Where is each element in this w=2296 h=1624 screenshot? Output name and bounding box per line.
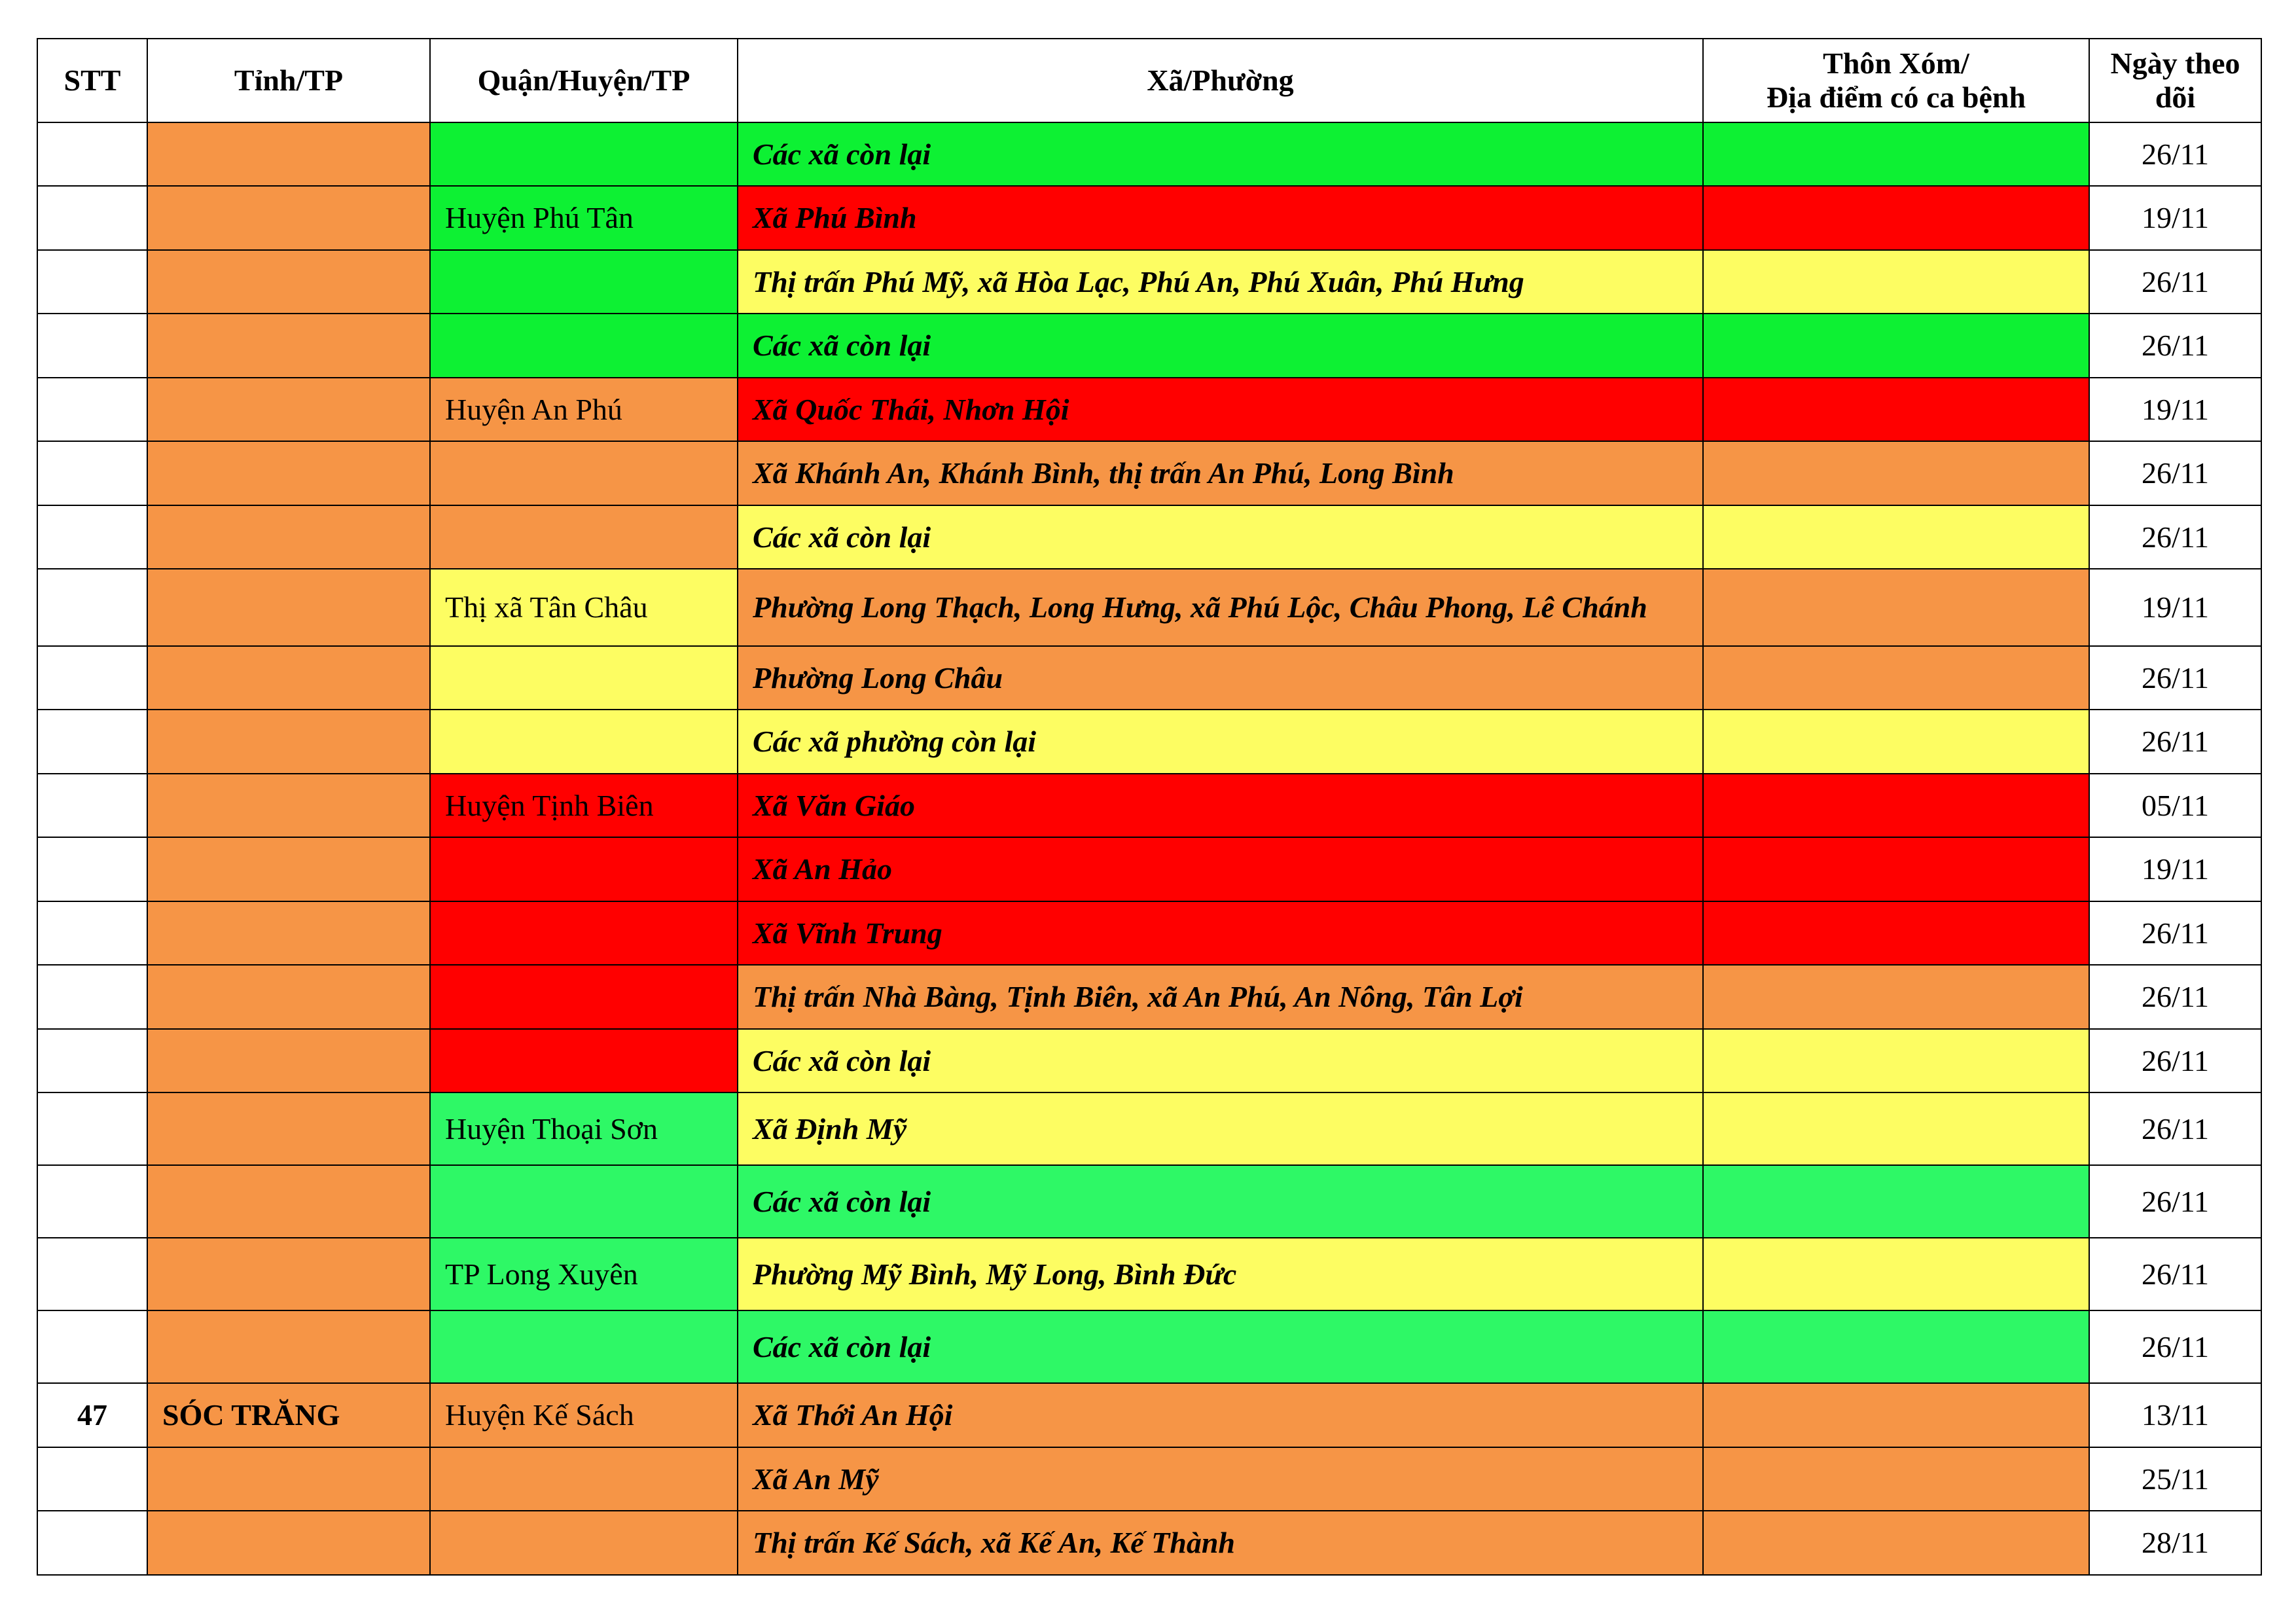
row-hamlet-cell <box>1703 378 2089 441</box>
row-province-cell <box>147 378 430 441</box>
header-hamlet-line2: Địa điểm có ca bệnh <box>1766 81 2026 114</box>
row-date-cell: 19/11 <box>2089 378 2261 441</box>
row-stt-cell <box>37 186 147 250</box>
row-district-cell: TP Long Xuyên <box>430 1238 738 1310</box>
table-row <box>37 1165 2261 1238</box>
row-ward-cell: Xã An Hảo <box>738 837 1703 901</box>
row-hamlet-cell <box>1703 1238 2089 1310</box>
row-ward-cell: Các xã còn lại <box>738 314 1703 378</box>
row-date-cell: 26/11 <box>2089 1238 2261 1310</box>
row-stt-cell <box>37 901 147 965</box>
row-ward-cell: Xã Thới An Hội <box>738 1383 1703 1447</box>
row-hamlet-cell <box>1703 1310 2089 1383</box>
row-district-cell <box>430 1029 738 1092</box>
row-hamlet-cell <box>1703 965 2089 1029</box>
row-ward-cell: Các xã còn lại <box>738 1029 1703 1092</box>
row-province-cell <box>147 122 430 186</box>
row-district-cell <box>430 314 738 378</box>
table-row <box>37 646 2261 710</box>
row-district-cell: Thị xã Tân Châu <box>430 569 738 646</box>
row-stt-cell <box>37 1310 147 1383</box>
row-hamlet-cell <box>1703 314 2089 378</box>
row-hamlet-cell <box>1703 710 2089 774</box>
row-stt-cell <box>37 250 147 314</box>
row-hamlet-cell <box>1703 646 2089 710</box>
row-stt-cell <box>37 965 147 1029</box>
row-province-cell <box>147 569 430 646</box>
row-stt-cell <box>37 122 147 186</box>
row-province-cell <box>147 1165 430 1238</box>
row-date-cell: 19/11 <box>2089 837 2261 901</box>
row-date-cell: 26/11 <box>2089 441 2261 505</box>
row-ward-cell: Xã Văn Giáo <box>738 774 1703 837</box>
table-row <box>37 901 2261 965</box>
row-date-cell: 26/11 <box>2089 965 2261 1029</box>
row-stt-cell <box>37 441 147 505</box>
row-district-cell <box>430 1511 738 1575</box>
row-hamlet-cell <box>1703 1092 2089 1165</box>
row-district-cell <box>430 710 738 774</box>
row-ward-cell: Thị trấn Kế Sách, xã Kế An, Kế Thành <box>738 1511 1703 1575</box>
row-stt-cell <box>37 378 147 441</box>
table-row <box>37 1310 2261 1383</box>
header-stt: STT <box>37 39 147 122</box>
row-province-cell <box>147 965 430 1029</box>
row-province-cell <box>147 441 430 505</box>
row-hamlet-cell <box>1703 1383 2089 1447</box>
table-row <box>37 186 2261 250</box>
table-row <box>37 378 2261 441</box>
row-district-cell: Huyện Kế Sách <box>430 1383 738 1447</box>
table-row <box>37 314 2261 378</box>
row-stt-cell <box>37 314 147 378</box>
header-date-line1: Ngày theo <box>2110 46 2240 80</box>
header-hamlet <box>1703 39 2089 122</box>
row-date-cell: 26/11 <box>2089 1165 2261 1238</box>
row-stt-cell <box>37 1511 147 1575</box>
row-hamlet-cell <box>1703 1029 2089 1092</box>
row-district-cell <box>430 250 738 314</box>
row-date-cell: 13/11 <box>2089 1383 2261 1447</box>
row-hamlet-cell <box>1703 441 2089 505</box>
header-province: Tỉnh/TP <box>147 39 430 122</box>
row-ward-cell: Phường Mỹ Bình, Mỹ Long, Bình Đức <box>738 1238 1703 1310</box>
row-stt-cell: 47 <box>37 1383 147 1447</box>
row-hamlet-cell <box>1703 837 2089 901</box>
row-stt-cell <box>37 1238 147 1310</box>
row-district-cell <box>430 837 738 901</box>
header-ward: Xã/Phường <box>738 39 1703 122</box>
table-row <box>37 774 2261 837</box>
row-hamlet-cell <box>1703 569 2089 646</box>
row-district-cell: Huyện An Phú <box>430 378 738 441</box>
row-ward-cell: Xã An Mỹ <box>738 1447 1703 1511</box>
row-date-cell: 26/11 <box>2089 1029 2261 1092</box>
row-date-cell: 28/11 <box>2089 1511 2261 1575</box>
row-stt-cell <box>37 774 147 837</box>
table-row <box>37 569 2261 646</box>
row-district-cell <box>430 441 738 505</box>
row-hamlet-cell <box>1703 250 2089 314</box>
row-date-cell: 19/11 <box>2089 186 2261 250</box>
row-stt-cell <box>37 1165 147 1238</box>
table-row <box>37 965 2261 1029</box>
row-district-cell <box>430 122 738 186</box>
row-ward-cell: Phường Long Thạch, Long Hưng, xã Phú Lộc, Châu Phong, Lê Chánh <box>738 569 1703 646</box>
header-district: Quận/Huyện/TP <box>430 39 738 122</box>
row-district-cell <box>430 1447 738 1511</box>
row-stt-cell <box>37 646 147 710</box>
header-date-line2: dõi <box>2155 81 2196 114</box>
row-province-cell <box>147 314 430 378</box>
table-row <box>37 710 2261 774</box>
row-hamlet-cell <box>1703 186 2089 250</box>
table-body <box>37 122 2261 1575</box>
header-date <box>2089 39 2261 122</box>
row-ward-cell: Các xã phường còn lại <box>738 710 1703 774</box>
row-date-cell: 26/11 <box>2089 505 2261 569</box>
table-row <box>37 505 2261 569</box>
row-district-cell <box>430 1310 738 1383</box>
row-district-cell <box>430 646 738 710</box>
row-stt-cell <box>37 837 147 901</box>
row-hamlet-cell <box>1703 505 2089 569</box>
table-row <box>37 441 2261 505</box>
table-header-row <box>37 39 2261 122</box>
row-ward-cell: Xã Vĩnh Trung <box>738 901 1703 965</box>
row-ward-cell: Các xã còn lại <box>738 1165 1703 1238</box>
row-hamlet-cell <box>1703 122 2089 186</box>
row-province-cell <box>147 1310 430 1383</box>
row-province-cell <box>147 1092 430 1165</box>
table-row <box>37 122 2261 186</box>
row-province-cell <box>147 186 430 250</box>
row-hamlet-cell <box>1703 1447 2089 1511</box>
row-ward-cell: Thị trấn Phú Mỹ, xã Hòa Lạc, Phú An, Phú Xuân, Phú Hưng <box>738 250 1703 314</box>
row-date-cell: 26/11 <box>2089 122 2261 186</box>
row-province-cell: SÓC TRĂNG <box>147 1383 430 1447</box>
case-tracking-table <box>37 38 2262 1576</box>
row-date-cell: 26/11 <box>2089 646 2261 710</box>
row-district-cell <box>430 505 738 569</box>
row-date-cell: 26/11 <box>2089 710 2261 774</box>
row-date-cell: 26/11 <box>2089 1310 2261 1383</box>
row-date-cell: 26/11 <box>2089 901 2261 965</box>
row-stt-cell <box>37 1029 147 1092</box>
row-ward-cell: Các xã còn lại <box>738 1310 1703 1383</box>
row-stt-cell <box>37 569 147 646</box>
row-ward-cell: Xã Định Mỹ <box>738 1092 1703 1165</box>
row-date-cell: 25/11 <box>2089 1447 2261 1511</box>
table-row <box>37 1447 2261 1511</box>
row-stt-cell <box>37 1447 147 1511</box>
row-stt-cell <box>37 1092 147 1165</box>
row-date-cell: 26/11 <box>2089 250 2261 314</box>
table-row <box>37 837 2261 901</box>
row-hamlet-cell <box>1703 901 2089 965</box>
row-ward-cell: Xã Phú Bình <box>738 186 1703 250</box>
table-row <box>37 1029 2261 1092</box>
row-province-cell <box>147 837 430 901</box>
row-date-cell: 05/11 <box>2089 774 2261 837</box>
row-district-cell: Huyện Thoại Sơn <box>430 1092 738 1165</box>
row-province-cell <box>147 1447 430 1511</box>
row-date-cell: 26/11 <box>2089 314 2261 378</box>
table-row <box>37 1092 2261 1165</box>
header-hamlet-line1: Thôn Xóm/ <box>1823 46 1969 80</box>
row-district-cell: Huyện Phú Tân <box>430 186 738 250</box>
row-stt-cell <box>37 505 147 569</box>
row-ward-cell: Các xã còn lại <box>738 505 1703 569</box>
row-province-cell <box>147 901 430 965</box>
row-province-cell <box>147 774 430 837</box>
row-date-cell: 26/11 <box>2089 1092 2261 1165</box>
row-district-cell <box>430 1165 738 1238</box>
row-ward-cell: Xã Quốc Thái, Nhơn Hội <box>738 378 1703 441</box>
table-row <box>37 1511 2261 1575</box>
row-province-cell <box>147 505 430 569</box>
row-ward-cell: Các xã còn lại <box>738 122 1703 186</box>
row-province-cell <box>147 710 430 774</box>
row-province-cell <box>147 250 430 314</box>
row-province-cell <box>147 646 430 710</box>
row-province-cell <box>147 1238 430 1310</box>
row-district-cell <box>430 965 738 1029</box>
row-district-cell <box>430 901 738 965</box>
row-ward-cell: Thị trấn Nhà Bàng, Tịnh Biên, xã An Phú, An Nông, Tân Lợi <box>738 965 1703 1029</box>
row-province-cell <box>147 1029 430 1092</box>
row-province-cell <box>147 1511 430 1575</box>
row-hamlet-cell <box>1703 1165 2089 1238</box>
row-date-cell: 19/11 <box>2089 569 2261 646</box>
row-district-cell: Huyện Tịnh Biên <box>430 774 738 837</box>
row-ward-cell: Xã Khánh An, Khánh Bình, thị trấn An Phú, Long Bình <box>738 441 1703 505</box>
row-ward-cell: Phường Long Châu <box>738 646 1703 710</box>
row-stt-cell <box>37 710 147 774</box>
table-row <box>37 1238 2261 1310</box>
row-hamlet-cell <box>1703 774 2089 837</box>
table-row <box>37 1383 2261 1447</box>
row-hamlet-cell <box>1703 1511 2089 1575</box>
table-row <box>37 250 2261 314</box>
